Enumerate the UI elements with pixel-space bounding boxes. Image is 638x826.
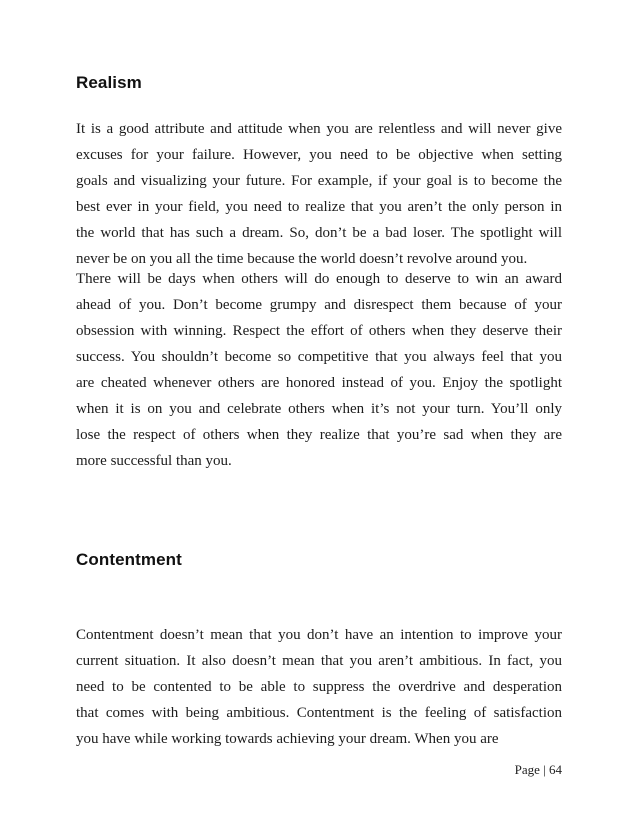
text-line: lose the respect of others when they realize that you’re sad when they are bbox=[76, 427, 562, 443]
paragraph-realism-2 bbox=[76, 266, 562, 474]
text-line: are cheated whenever others are honored instead of you. Enjoy the spotlight bbox=[76, 375, 562, 391]
paragraph-realism-1 bbox=[76, 116, 562, 272]
text-line: obsession with winning. Respect the effort of others when they deserve their bbox=[76, 323, 562, 339]
text-line: you have while working towards achieving your dream. When you are bbox=[76, 731, 499, 747]
text-line: excuses for your failure. However, you need to be objective when setting bbox=[76, 147, 562, 163]
text-line: best ever in your field, you need to realize that you aren’t the only person in bbox=[76, 199, 562, 215]
section-heading-realism: Realism bbox=[76, 73, 142, 92]
text-line: current situation. It also doesn’t mean that you aren’t ambitious. In fact, you bbox=[76, 653, 562, 669]
paragraph-contentment-1 bbox=[76, 622, 562, 752]
text-line: the world that has such a dream. So, don’t be a bad loser. The spotlight will bbox=[76, 225, 562, 241]
text-line: when it is on you and celebrate others when it’s not your turn. You’ll only bbox=[76, 401, 562, 417]
text-line: never be on you all the time because the world doesn’t revolve around you. bbox=[76, 251, 528, 267]
text-line: that comes with being ambitious. Contentment is the feeling of satisfaction bbox=[76, 705, 562, 721]
text-line: There will be days when others will do enough to deserve to win an award bbox=[76, 271, 562, 287]
text-line: success. You shouldn’t become so competitive that you always feel that you bbox=[76, 349, 562, 365]
text-line: goals and visualizing your future. For example, if your goal is to become the bbox=[76, 173, 562, 189]
text-line: need to be contented to be able to suppress the overdrive and desperation bbox=[76, 679, 562, 695]
text-line: ahead of you. Don’t become grumpy and disrespect them because of your bbox=[76, 297, 562, 313]
text-line: more successful than you. bbox=[76, 453, 232, 469]
text-line: It is a good attribute and attitude when you are relentless and will never give bbox=[76, 121, 562, 137]
page-number: Page | 64 bbox=[514, 762, 562, 777]
text-line: Contentment doesn’t mean that you don’t have an intention to improve your bbox=[76, 627, 562, 643]
section-heading-contentment: Contentment bbox=[76, 550, 182, 569]
